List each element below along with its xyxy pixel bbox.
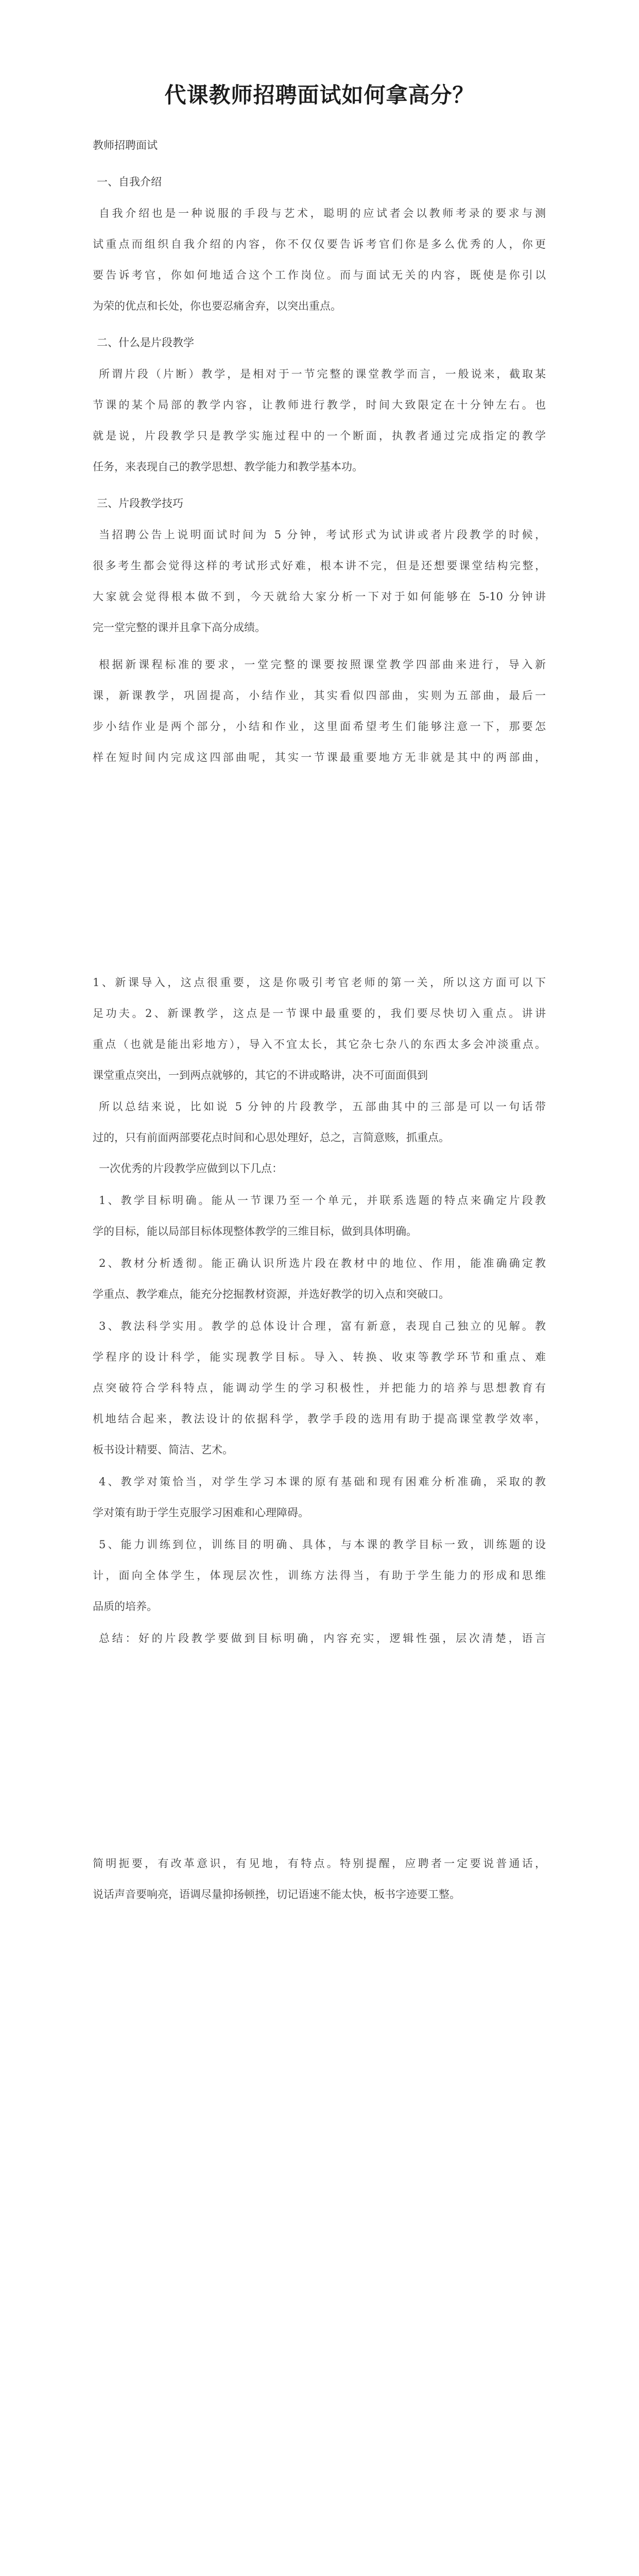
paragraph-line: 5、能力训练到位，训练目的明确、具体，与本课的教学目标一致，训练题的设 xyxy=(99,1538,546,1551)
paragraph-line: 学程序的设计科学，能实现教学目标。导入、转换、收束等教学环节和重点、难 xyxy=(93,1351,546,1363)
paragraph-line: 为荣的优点和长处，你也要忍痛舍弃，以突出重点。 xyxy=(93,300,341,312)
paragraph-line: 4、教学对策恰当，对学生学习本课的原有基础和现有困难分析准确，采取的教 xyxy=(99,1476,546,1488)
paragraph-line: 重点（也就是能出彩地方），导入不宜太长，其它杂七杂八的东西太多会冲淡重点。 xyxy=(93,1038,546,1050)
paragraph-line: 一次优秀的片段教学应做到以下几点： xyxy=(99,1162,283,1175)
paragraph-line: 2、教材分析透彻。能正确认识所选片段在教材中的地位、作用，能准确确定教 xyxy=(99,1257,546,1269)
section-label: 教师招聘面试 xyxy=(93,139,158,151)
paragraph-line: 就是说，片段教学只是教学实施过程中的一个断面，执教者通过完成指定的教学 xyxy=(93,430,546,442)
paragraph-line: 样在短时间内完成这四部曲呢，其实一节课最重要地方无非就是其中的两部曲， xyxy=(93,751,546,764)
paragraph-line: 课堂重点突出，一到两点就够的，其它的不讲或略讲，决不可面面俱到 xyxy=(93,1069,428,1081)
heading-segment-teaching: 二、什么是片段教学 xyxy=(97,336,194,349)
paragraph-line: 计，面向全体学生，体现层次性，训练方法得当，有助于学生能力的形成和思维 xyxy=(93,1569,546,1582)
paragraph-line: 很多考生都会觉得这样的考试形式好难，根本讲不完，但是还想要课堂结构完整， xyxy=(93,560,546,572)
paragraph-line: 学对策有助于学生克服学习困难和心理障碍。 xyxy=(93,1506,309,1519)
paragraph-line: 根据新课程标准的要求，一堂完整的课要按照课堂教学四部曲来进行，导入新 xyxy=(99,658,546,671)
paragraph-line: 学重点、教学难点，能充分挖掘教材资源，并选好教学的切入点和突破口。 xyxy=(93,1288,450,1300)
paragraph-line: 点突破符合学科特点，能调动学生的学习积极性，并把能力的培养与思想教育有 xyxy=(93,1382,546,1394)
paragraph-line: 总结：好的片段教学要做到目标明确，内容充实，逻辑性强，层次清楚，语言 xyxy=(99,1632,546,1645)
paragraph-line: 步小结作业是两个部分，小结和作业，这里面希望考生们能够注意一下，那要怎 xyxy=(93,720,546,733)
paragraph-line: 节课的某个局部的教学内容，让教师进行教学，时间大致限定在十分钟左右。也 xyxy=(93,399,546,411)
paragraph-line: 试重点而组织自我介绍的内容，你不仅仅要告诉考官们你是多么优秀的人，你更 xyxy=(93,238,546,250)
paragraph-line: 所谓片段（片断）教学，是相对于一节完整的课堂教学而言，一般说来，截取某 xyxy=(99,368,546,380)
paragraph-line: 所以总结来说，比如说 5 分钟的片段教学，五部曲其中的三部是可以一句话带 xyxy=(99,1100,546,1113)
paragraph-line: 3、教法科学实用。教学的总体设计合理，富有新意，表现自己独立的见解。教 xyxy=(99,1320,546,1332)
paragraph-line: 课，新课教学，巩固提高，小结作业，其实看似四部曲，实则为五部曲，最后一 xyxy=(93,689,546,702)
paragraph-line: 说话声音要响亮，语调尽量抑扬顿挫，切记语速不能太快，板书字迹要工整。 xyxy=(93,1888,460,1901)
paragraph-line: 简明扼要，有改革意识，有见地，有特点。特别提醒，应聘者一定要说普通话， xyxy=(93,1857,546,1870)
page-title: 代课教师招聘面试如何拿高分？ xyxy=(164,82,475,108)
paragraph-line: 要告诉考官，你如何地适合这个工作岗位。而与面试无关的内容，既使是你引以 xyxy=(93,269,546,281)
paragraph-line: 任务，来表现自己的教学思想、教学能力和教学基本功。 xyxy=(93,461,363,473)
paragraph-line: 自我介绍也是一种说服的手段与艺术，聪明的应试者会以教师考录的要求与测 xyxy=(99,207,546,219)
paragraph-line: 大家就会觉得根本做不到，今天就给大家分析一下对于如何能够在 5-10 分钟讲 xyxy=(93,590,546,603)
paragraph-line: 当招聘公告上说明面试时间为 5 分钟，考试形式为试讲或者片段教学的时候， xyxy=(99,529,546,541)
paragraph-line: 板书设计精要、简洁、艺术。 xyxy=(93,1444,233,1456)
paragraph-line: 1、新课导入，这点很重要，这是你吸引考官老师的第一关，所以这方面可以下 xyxy=(93,976,546,989)
paragraph-line: 学的目标，能以局部目标体现整体教学的三维目标，做到具体明确。 xyxy=(93,1225,417,1238)
heading-techniques: 三、片段教学技巧 xyxy=(97,497,183,510)
paragraph-line: 完一堂完整的课并且拿下高分成绩。 xyxy=(93,621,266,634)
paragraph-line: 品质的培养。 xyxy=(93,1600,158,1613)
heading-self-intro: 一、自我介绍 xyxy=(97,176,162,188)
paragraph-line: 机地结合起来，教法设计的依据科学，教学手段的选用有助于提高课堂教学效率， xyxy=(93,1413,546,1425)
paragraph-line: 过的，只有前面两部要花点时间和心思处理好，总之，言简意赅，抓重点。 xyxy=(93,1131,450,1144)
paragraph-line: 1、教学目标明确。能从一节课乃至一个单元，并联系选题的特点来确定片段教 xyxy=(99,1194,546,1207)
paragraph-line: 足功夫。2、新课教学，这点是一节课中最重要的，我们要尽快切入重点。讲讲 xyxy=(93,1007,546,1020)
